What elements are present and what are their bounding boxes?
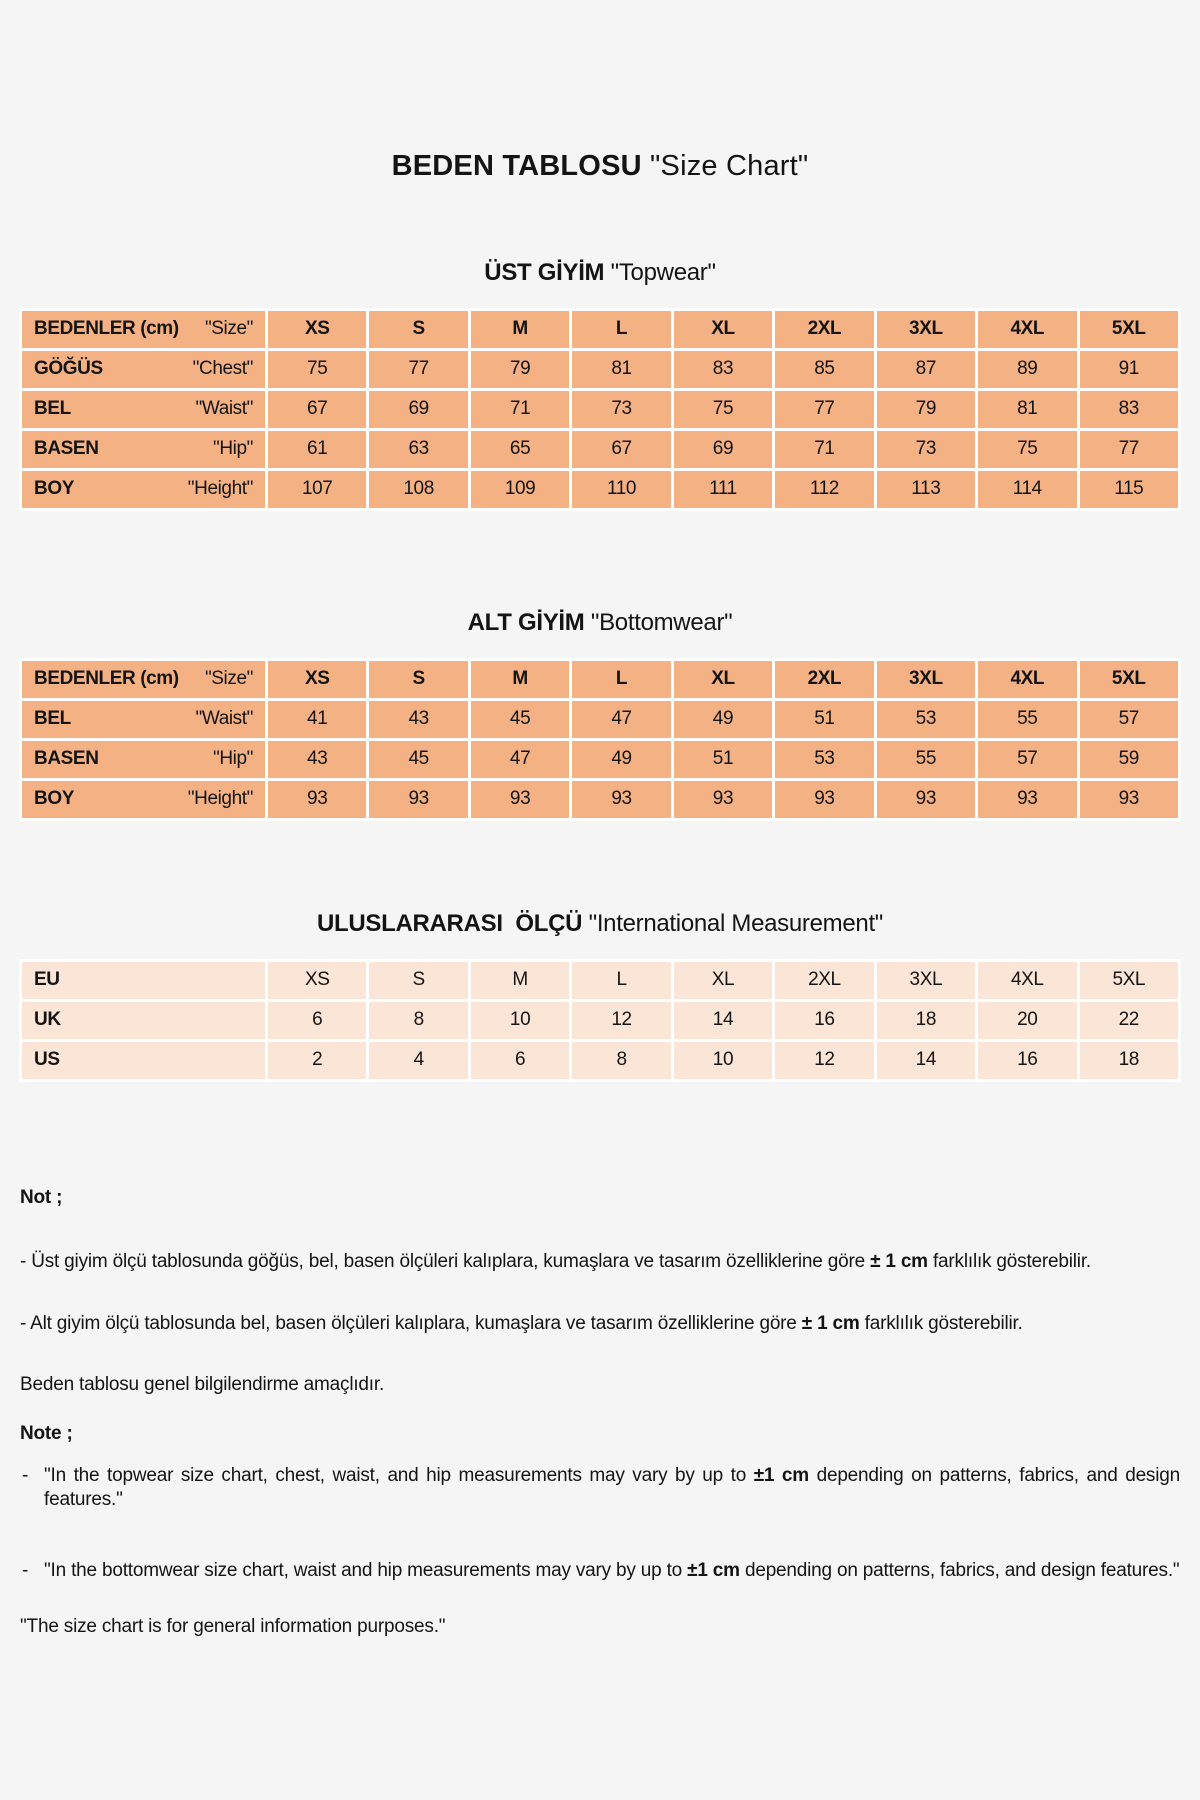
value-cell: 77 [1080,431,1179,468]
size-header-cell: 4XL [978,311,1076,348]
note-text: depending on patterns, fabrics, and design features." [739,1559,1180,1581]
size-header-cell: XL [674,661,772,698]
size-header-cell: 3XL [877,311,975,348]
row-label-cell [22,391,265,428]
value-cell: 93 [1080,781,1179,818]
value-cell: 49 [572,741,670,778]
value-cell: 5XL [1080,962,1179,999]
size-header-cell: 2XL [775,661,873,698]
international-heading-english: "International Measurement" [588,909,884,937]
value-cell: 12 [572,1002,670,1039]
row-label-turkish: EU [34,969,60,991]
value-cell: 53 [775,741,873,778]
value-cell: 112 [775,471,873,508]
english-note-title: Note ; [20,1422,73,1444]
value-cell: 87 [877,351,975,388]
size-header-cell: XS [268,661,366,698]
size-header-cell: S [369,311,467,348]
value-cell: 4XL [978,962,1076,999]
table-row [22,741,1178,778]
value-cell: 113 [877,471,975,508]
row-label-english: "Waist" [195,708,253,730]
bullet-dash: - [22,1559,29,1581]
row-label-turkish: GÖĞÜS [34,358,103,380]
value-cell: 6 [471,1042,569,1079]
value-cell: 49 [674,701,772,738]
topwear-heading-english: "Topwear" [610,259,716,286]
value-cell: 47 [572,701,670,738]
value-cell: 114 [978,471,1076,508]
notes-section [20,1186,1180,1639]
row-label-cell [22,781,265,818]
english-general-note: "The size chart is for general information purposes." [20,1615,446,1637]
value-cell: 47 [471,741,569,778]
turkish-note-topwear [20,1250,1180,1274]
value-cell: 22 [1080,1002,1179,1039]
row-label-turkish: UK [34,1009,61,1031]
value-cell: 10 [674,1042,772,1079]
table-row [22,471,1178,508]
value-cell: 43 [268,741,366,778]
value-cell: 53 [877,701,975,738]
table-row [22,962,1178,999]
page-title [0,0,1200,184]
row-label-cell [22,351,265,388]
row-label-cell [22,1042,265,1079]
row-label-turkish: BOY [34,788,74,810]
value-cell: 79 [471,351,569,388]
topwear-heading-turkish: ÜST GİYİM [484,259,605,286]
row-label-turkish: BASEN [34,748,99,770]
value-cell: 93 [674,781,772,818]
value-cell: 55 [978,701,1076,738]
value-cell: 75 [978,431,1076,468]
value-cell: 69 [369,391,467,428]
bottomwear-heading [0,608,1200,638]
row-label-english: "Waist" [195,398,253,420]
value-cell: 43 [369,701,467,738]
bullet-text [44,1559,1180,1583]
value-cell: XS [268,962,366,999]
table-row [22,1042,1178,1079]
bullet-text [44,1464,1180,1512]
size-header-cell: 5XL [1080,311,1179,348]
value-cell: 111 [674,471,772,508]
page-title-turkish: BEDEN TABLOSU [391,150,642,182]
value-cell: 12 [775,1042,873,1079]
value-cell: 67 [572,431,670,468]
size-header-cell: 4XL [978,661,1076,698]
size-header-cell: XL [674,311,772,348]
topwear-table [19,308,1181,511]
value-cell: 55 [877,741,975,778]
row-label-english: "Hip" [213,438,253,460]
value-cell: 73 [877,431,975,468]
value-cell: 61 [268,431,366,468]
value-cell: 108 [369,471,467,508]
value-cell: 51 [674,741,772,778]
note-text: "In the topwear size chart, chest, waist, and hip measurements may vary by up to [44,1464,754,1486]
table-row [22,1002,1178,1039]
value-cell: 16 [775,1002,873,1039]
row-label-cell [22,701,265,738]
row-label-turkish: BEDENLER (cm) [34,318,179,340]
value-cell: 14 [674,1002,772,1039]
value-cell: 83 [674,351,772,388]
value-cell: 10 [471,1002,569,1039]
value-cell: 57 [1080,701,1179,738]
value-cell: 115 [1080,471,1179,508]
value-cell: 57 [978,741,1076,778]
value-cell: 89 [978,351,1076,388]
page-title-english: "Size Chart" [650,150,809,182]
value-cell: 16 [978,1042,1076,1079]
value-cell: 2XL [775,962,873,999]
value-cell: 3XL [877,962,975,999]
value-cell: S [369,962,467,999]
bottomwear-heading-english: "Bottomwear" [590,608,733,636]
value-cell: 65 [471,431,569,468]
row-label-cell [22,431,265,468]
table-row [22,431,1178,468]
value-cell: 8 [572,1042,670,1079]
value-cell: 79 [877,391,975,428]
note-text-bold: ±1 cm [687,1559,740,1581]
note-text: farklılık gösterebilir. [927,1250,1091,1272]
value-cell: 45 [471,701,569,738]
size-header-cell: L [572,661,670,698]
value-cell: XL [674,962,772,999]
note-text-bold: ± 1 cm [870,1250,928,1272]
value-cell: 85 [775,351,873,388]
table-row [22,781,1178,818]
international-table [19,959,1181,1082]
value-cell: 20 [978,1002,1076,1039]
value-cell: 110 [572,471,670,508]
note-text: depending on patterns, fabrics, and design features." [44,1464,1180,1510]
turkish-general-note: Beden tablosu genel bilgilendirme amaçlıdır. [20,1373,385,1395]
value-cell: 75 [674,391,772,428]
value-cell: 18 [1080,1042,1179,1079]
value-cell: L [572,962,670,999]
value-cell: 93 [369,781,467,818]
value-cell: 71 [471,391,569,428]
row-label-cell [22,661,265,698]
table-row [22,391,1178,428]
row-label-turkish: BEL [34,708,71,730]
size-header-cell: M [471,311,569,348]
value-cell: 93 [978,781,1076,818]
note-text: farklılık gösterebilir. [859,1312,1023,1334]
international-heading-turkish: ULUSLARARASI ÖLÇÜ [316,909,583,937]
value-cell: 77 [775,391,873,428]
value-cell: 59 [1080,741,1179,778]
note-text: - Alt giyim ölçü tablosunda bel, basen ölçüleri kalıplara, kumaşlara ve tasarım özelliklerine göre [20,1312,802,1334]
size-header-cell: XS [268,311,366,348]
note-text-bold: ±1 cm [753,1464,809,1486]
bullet-dash: - [22,1464,29,1486]
row-label-cell [22,741,265,778]
row-label-english: "Height" [187,478,253,500]
value-cell: 93 [775,781,873,818]
value-cell: 63 [369,431,467,468]
international-heading [0,909,1200,939]
value-cell: 93 [572,781,670,818]
turkish-note-title: Not ; [20,1186,63,1208]
row-label-cell [22,471,265,508]
row-label-cell [22,962,265,999]
value-cell: 6 [268,1002,366,1039]
size-header-cell: S [369,661,467,698]
value-cell: 8 [369,1002,467,1039]
value-cell: 77 [369,351,467,388]
value-cell: 93 [471,781,569,818]
row-label-english: "Size" [204,318,253,340]
size-header-cell: L [572,311,670,348]
value-cell: 107 [268,471,366,508]
size-header-cell: 3XL [877,661,975,698]
table-row [22,351,1178,388]
row-label-english: "Height" [187,788,253,810]
value-cell: 73 [572,391,670,428]
value-cell: 2 [268,1042,366,1079]
row-label-english: "Hip" [213,748,253,770]
row-label-english: "Size" [204,668,253,690]
value-cell: 18 [877,1002,975,1039]
value-cell: 83 [1080,391,1179,428]
value-cell: M [471,962,569,999]
value-cell: 75 [268,351,366,388]
value-cell: 93 [268,781,366,818]
turkish-note-bottomwear [20,1312,1180,1336]
bottomwear-table [19,658,1181,821]
row-label-cell [22,1002,265,1039]
table-row [22,701,1178,738]
row-label-turkish: BASEN [34,438,99,460]
row-label-english: "Chest" [192,358,253,380]
value-cell: 4 [369,1042,467,1079]
row-label-turkish: BEDENLER (cm) [34,668,179,690]
size-header-cell: M [471,661,569,698]
topwear-heading [0,258,1200,288]
note-text-bold: ± 1 cm [801,1312,860,1334]
english-note-bottomwear [20,1559,1180,1583]
english-note-topwear [20,1464,1180,1512]
table-row [22,661,1178,698]
value-cell: 81 [978,391,1076,428]
row-label-cell [22,311,265,348]
value-cell: 81 [572,351,670,388]
row-label-turkish: US [34,1049,60,1071]
note-text: "In the bottomwear size chart, waist and hip measurements may vary by up to [44,1559,688,1581]
value-cell: 51 [775,701,873,738]
bottomwear-heading-turkish: ALT GİYİM [467,608,585,636]
value-cell: 71 [775,431,873,468]
value-cell: 41 [268,701,366,738]
value-cell: 93 [877,781,975,818]
value-cell: 45 [369,741,467,778]
note-text: - Üst giyim ölçü tablosunda göğüs, bel, basen ölçüleri kalıplara, kumaşlara ve tasarım özelliklerine göre [20,1250,871,1272]
row-label-turkish: BOY [34,478,74,500]
value-cell: 67 [268,391,366,428]
value-cell: 109 [471,471,569,508]
size-header-cell: 5XL [1080,661,1179,698]
value-cell: 91 [1080,351,1179,388]
value-cell: 14 [877,1042,975,1079]
size-header-cell: 2XL [775,311,873,348]
value-cell: 69 [674,431,772,468]
table-row [22,311,1178,348]
row-label-turkish: BEL [34,398,71,420]
